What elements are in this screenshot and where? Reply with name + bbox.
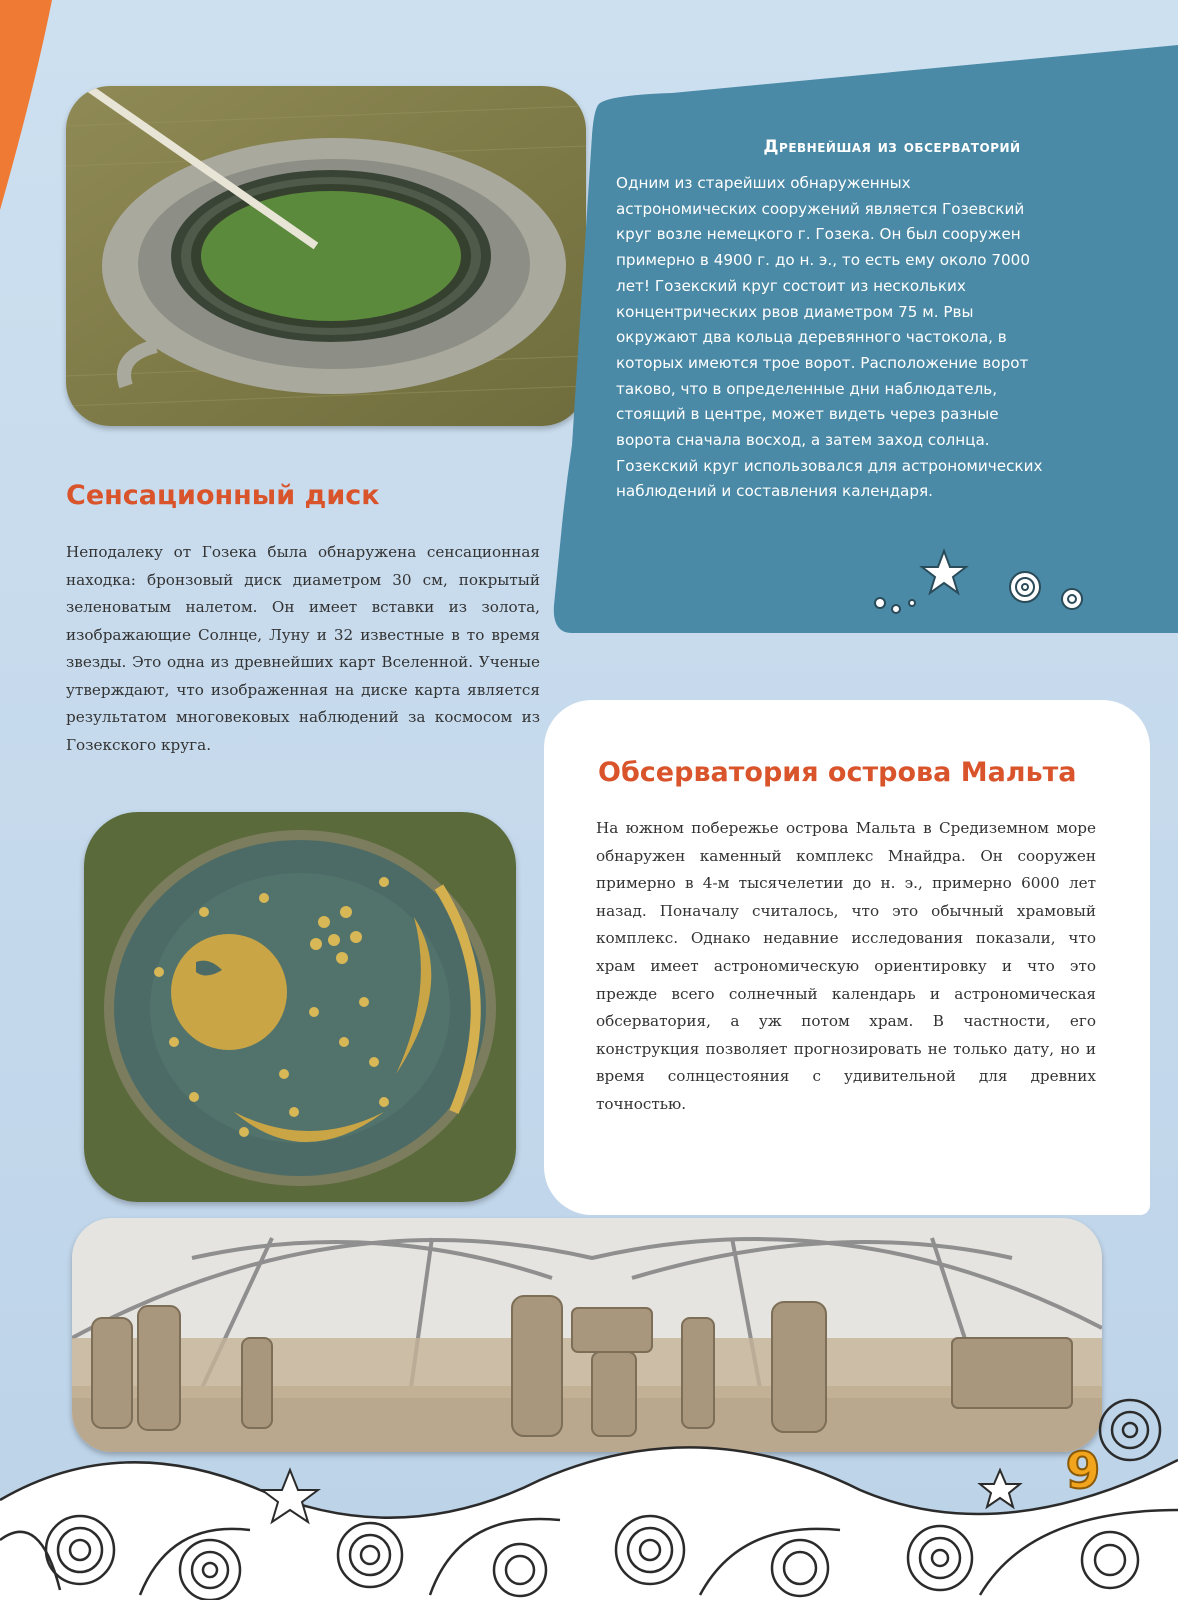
malta-text: На южном побережье острова Мальта в Средиземном море обнаружен каменный комплекс Мнайдра. Он сооружен примерно в 4-м тысячелетии до н. э., примерно 6000 лет назад. Поначалу считалось, что это обычный храмовый комплекс. Однако недавние исследования показали, что храм имеет астрономическую ориентировку и что это прежде всего солнечный календарь и астрономическая обсерватория, а уж потом храм. В частности, его конструкция позволяет прогнозировать не только дату, но и время солнцестояния с удивительной для древних точностью. bbox=[596, 819, 1096, 1113]
malta-heading: Обсерватория острова Мальта bbox=[598, 757, 1077, 788]
disc-text: Неподалеку от Гозека была обнаружена сенсационная находка: бронзовый диск диаметром 30 см, покрытый зеленоватым налетом. Он имеет вставки из золота, изображающие Солнце, Луну и 32 известные в то время звезды. Это одна из древнейших карт Вселенной. Ученые утверждают, что изображенная на диске карта является результатом многовековых наблюдений за космосом из Гозекского круга. bbox=[66, 543, 540, 754]
panel-text: Одним из старейших обнаруженных астрономических сооружений является Гозевский круг возле немецкого г. Гозека. Он был сооружен примерно в 4900 г. до н. э., то есть ему около 7000 лет! Гозекский круг состоит из нескольких концентрических рвов диаметром 75 м. Рвы окружают два кольца деревянного частокола, в которых имеются трое ворот. Расположение ворот таково, что в определенные дни наблюдатель, стоящий в центре, может видеть через разные ворота сначала восход, а затем заход солнца. Гозекский круг использовался для астрономических наблюдений и составления календаря. bbox=[616, 174, 1043, 501]
orange-corner-decoration bbox=[0, 0, 60, 230]
nebra-disc-photo bbox=[84, 812, 516, 1202]
page-number: 9 bbox=[1065, 1442, 1101, 1500]
swirl-border-decoration bbox=[0, 1390, 1178, 1600]
stars-and-spirals-decoration bbox=[860, 545, 1100, 625]
goseck-circle-photo bbox=[66, 86, 586, 426]
panel-title: Древнейшая из обсерваторий bbox=[763, 137, 1021, 157]
disc-heading: Сенсационный диск bbox=[66, 480, 380, 511]
